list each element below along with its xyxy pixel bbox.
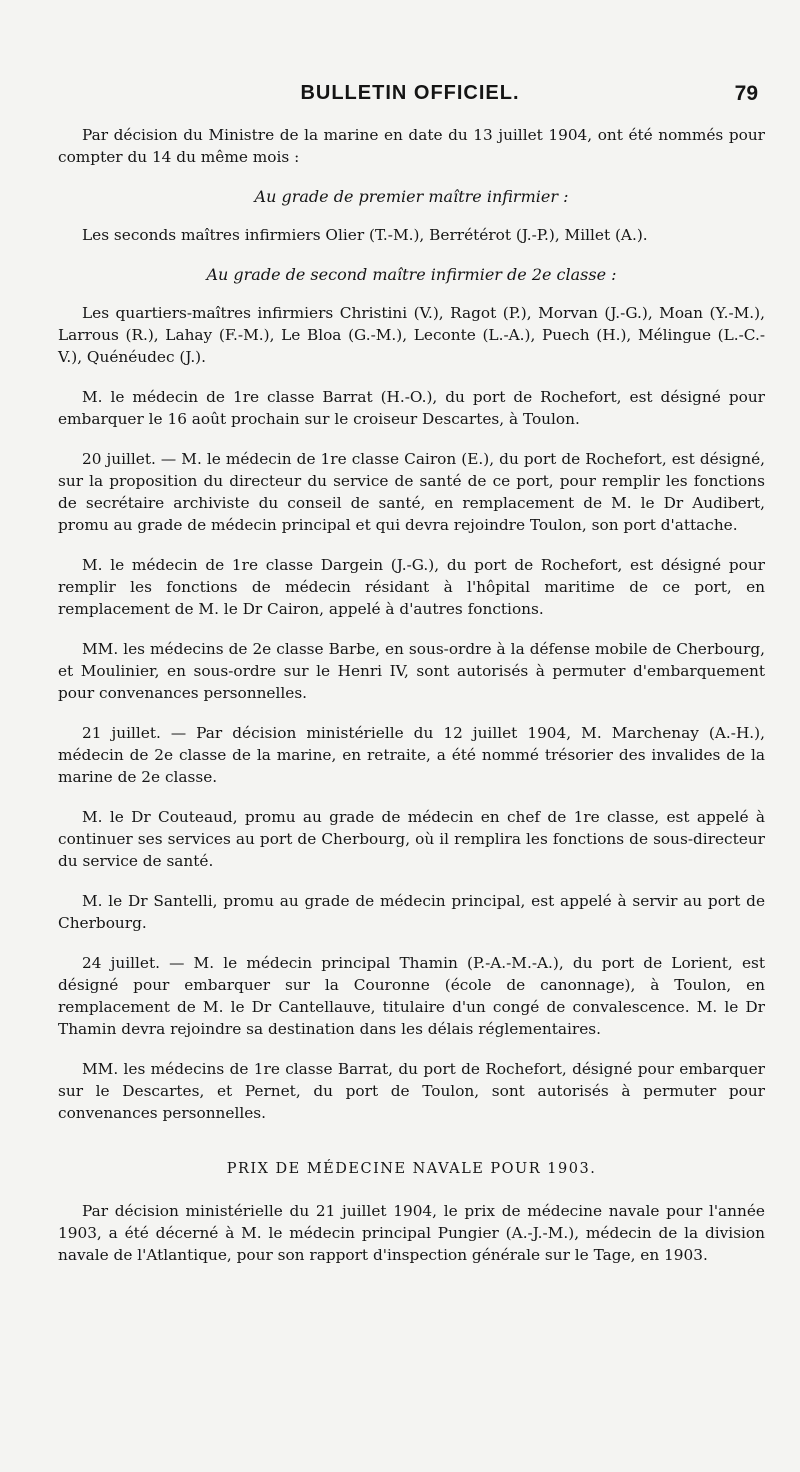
paragraph: MM. les médecins de 2e classe Barbe, en sous-ordre à la défense mobile de Cherbourg, et Moulinier, en sous-ordre sur le Henri IV, sont autorisés à permuter d'embarquement pour convenances personnelles. xyxy=(58,640,765,702)
paragraph: M. le médecin de 1re classe Barrat (H.-O.), du port de Rochefort, est désigné pour embarquer le 16 août prochain sur le croiseur Descartes, à Toulon. xyxy=(58,388,765,428)
body-text xyxy=(58,124,765,1284)
paragraph: 24 juillet. — M. le médecin principal Thamin (P.-A.-M.-A.), du port de Lorient, est désigné pour embarquer sur la Couronne (école de canonnage), à Toulon, en remplacement de M. le Dr Cantellauve, titulaire d'un congé de convalescence. M. le Dr Thamin devra rejoindre sa destination dans les délais réglementaires. xyxy=(58,954,765,1038)
paragraph: 21 juillet. — Par décision ministérielle du 12 juillet 1904, M. Marchenay (A.-H.), médecin de 2e classe de la marine, en retraite, a été nommé trésorier des invalides de la marine de 2e classe. xyxy=(58,724,765,786)
page-number: 79 xyxy=(734,82,758,105)
paragraph: M. le médecin de 1re classe Dargein (J.-G.), du port de Rochefort, est désigné pour remplir les fonctions de médecin résidant à l'hôpital maritime de ce port, en remplacement de M. le Dr Cairon, appelé à d'autres fonctions. xyxy=(58,556,765,618)
paragraph: 20 juillet. — M. le médecin de 1re classe Cairon (E.), du port de Rochefort, est désigné, sur la proposition du directeur du service de santé de ce port, pour remplir les fonctions de secrétaire archiviste du conseil de santé, en remplacement de M. le Dr Audibert, promu au grade de médecin principal et qui devra rejoindre Toulon, son port d'attache. xyxy=(58,450,765,534)
section-title: PRIX DE MÉDECINE NAVALE POUR 1903. xyxy=(226,1161,597,1177)
paragraph: Par décision ministérielle du 21 juillet 1904, le prix de médecine navale pour l'année 1903, a été décerné à M. le médecin principal Pungier (A.-J.-M.), médecin de la division navale de l'Atlantique, pour son rapport d'inspection générale sur le Tage, en 1903. xyxy=(58,1202,765,1264)
paragraph: Les seconds maîtres infirmiers Olier (T.-M.), Berrétérot (J.-P.), Millet (A.). xyxy=(82,226,648,244)
paragraph: Par décision du Ministre de la marine en date du 13 juillet 1904, ont été nommés pour compter du 14 du même mois : xyxy=(58,126,765,166)
paragraph: MM. les médecins de 1re classe Barrat, du port de Rochefort, désigné pour embarquer sur le Descartes, et Pernet, du port de Toulon, sont autorisés à permuter pour convenances personnelles. xyxy=(58,1060,765,1122)
paragraph: M. le Dr Couteaud, promu au grade de médecin en chef de 1re classe, est appelé à continuer ses services au port de Cherbourg, où il remplira les fonctions de sous-directeur du service de santé. xyxy=(58,808,765,870)
running-head xyxy=(60,82,760,112)
paragraph: M. le Dr Santelli, promu au grade de médecin principal, est appelé à servir au port de Cherbourg. xyxy=(58,892,765,932)
running-title: BULLETIN OFFICIEL. xyxy=(300,82,520,104)
grade-heading: Au grade de premier maître infirmier : xyxy=(254,187,569,206)
paragraph: Les quartiers-maîtres infirmiers Christini (V.), Ragot (P.), Morvan (J.-G.), Moan (Y.-M.), Larrous (R.), Lahay (F.-M.), Le Bloa (G.-M.), Leconte (L.-A.), Puech (H.), Mélingue (L.-C.-V.), Quénéudec (J.). xyxy=(58,304,765,366)
grade-heading: Au grade de second maître infirmier de 2e classe : xyxy=(206,265,617,284)
